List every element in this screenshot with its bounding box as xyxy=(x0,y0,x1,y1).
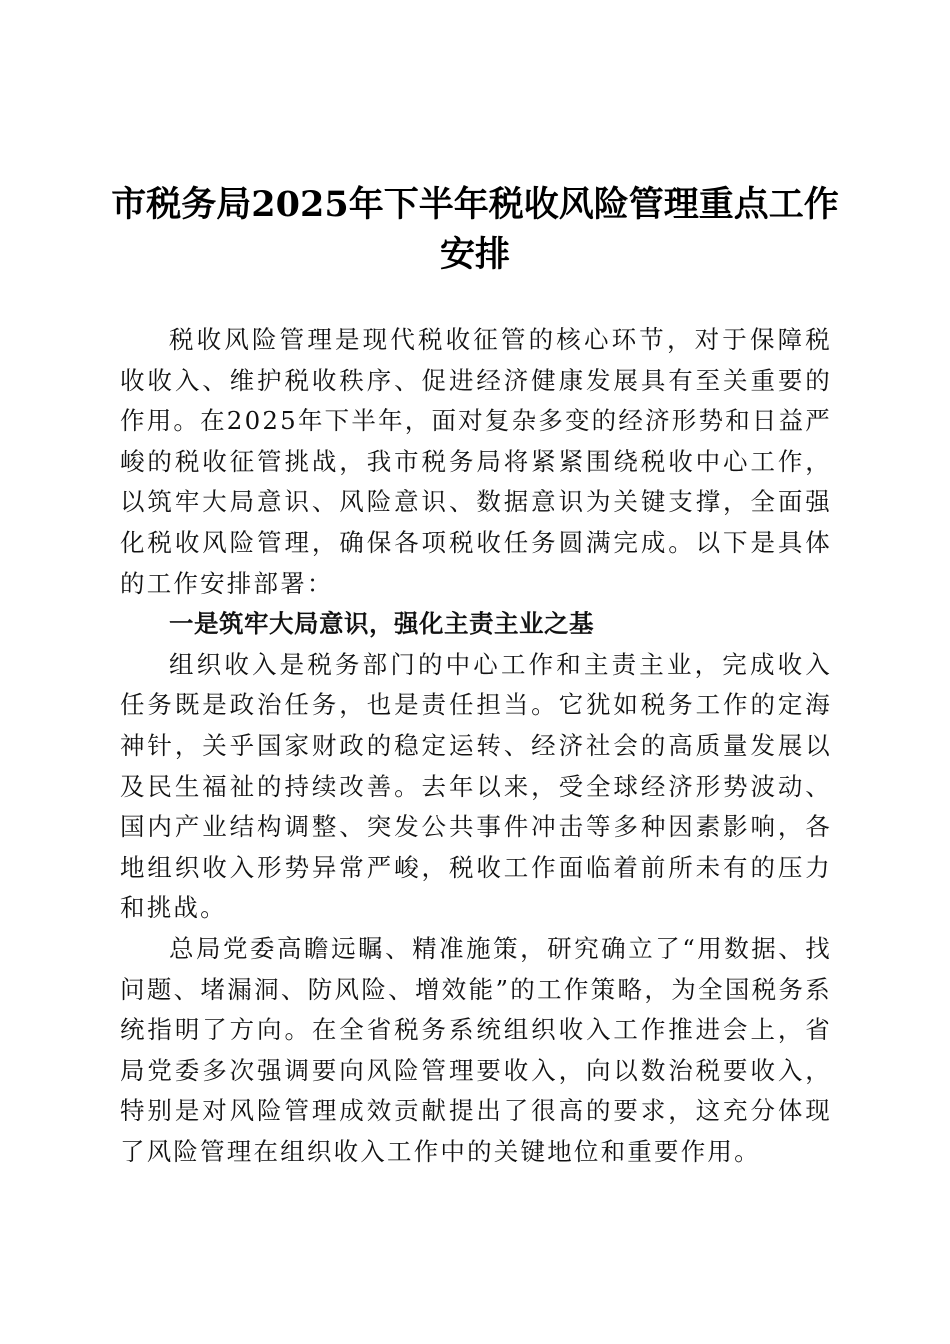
body-paragraph: 组织收入是税务部门的中心工作和主责主业，完成收入任务既是政治任务，也是责任担当。它犹如税务工作的定海神针，关乎国家财政的稳定运转、经济社会的高质量发展以及民生福祉的持续改善。去年以来，受全球经济形势波动、国内产业结构调整、突发公共事件冲击等多种因素影响，各地组织收入形势异常严峻，税收工作面临着前所未有的压力和挑战。 xyxy=(120,649,832,923)
section-heading: 一是筑牢大局意识，强化主责主业之基 xyxy=(169,609,594,639)
body-paragraph: 总局党委高瞻远瞩、精准施策，研究确立了“用数据、找问题、堵漏洞、防风险、增效能”的工作策略，为全国税务系统指明了方向。在全省税务系统组织收入工作推进会上，省局党委多次强调要向风险管理要收入，向以数治税要收入，特别是对风险管理成效贡献提出了很高的要求，这充分体现了风险管理在组织收入工作中的关键地位和重要作用。 xyxy=(120,933,832,1166)
document-body xyxy=(120,320,832,1172)
intro-paragraph: 税收风险管理是现代税收征管的核心环节，对于保障税收收入、维护税收秩序、促进经济健康发展具有至关重要的作用。在2025年下半年，面对复杂多变的经济形势和日益严峻的税收征管挑战，我市税务局将紧紧围绕税收中心工作，以筑牢大局意识、风险意识、数据意识为关键支撑，全面强化税收风险管理，确保各项税收任务圆满完成。以下是具体的工作安排部署： xyxy=(120,325,832,598)
document-title: 市税务局2025年下半年税收风险管理重点工作安排 xyxy=(111,184,839,275)
